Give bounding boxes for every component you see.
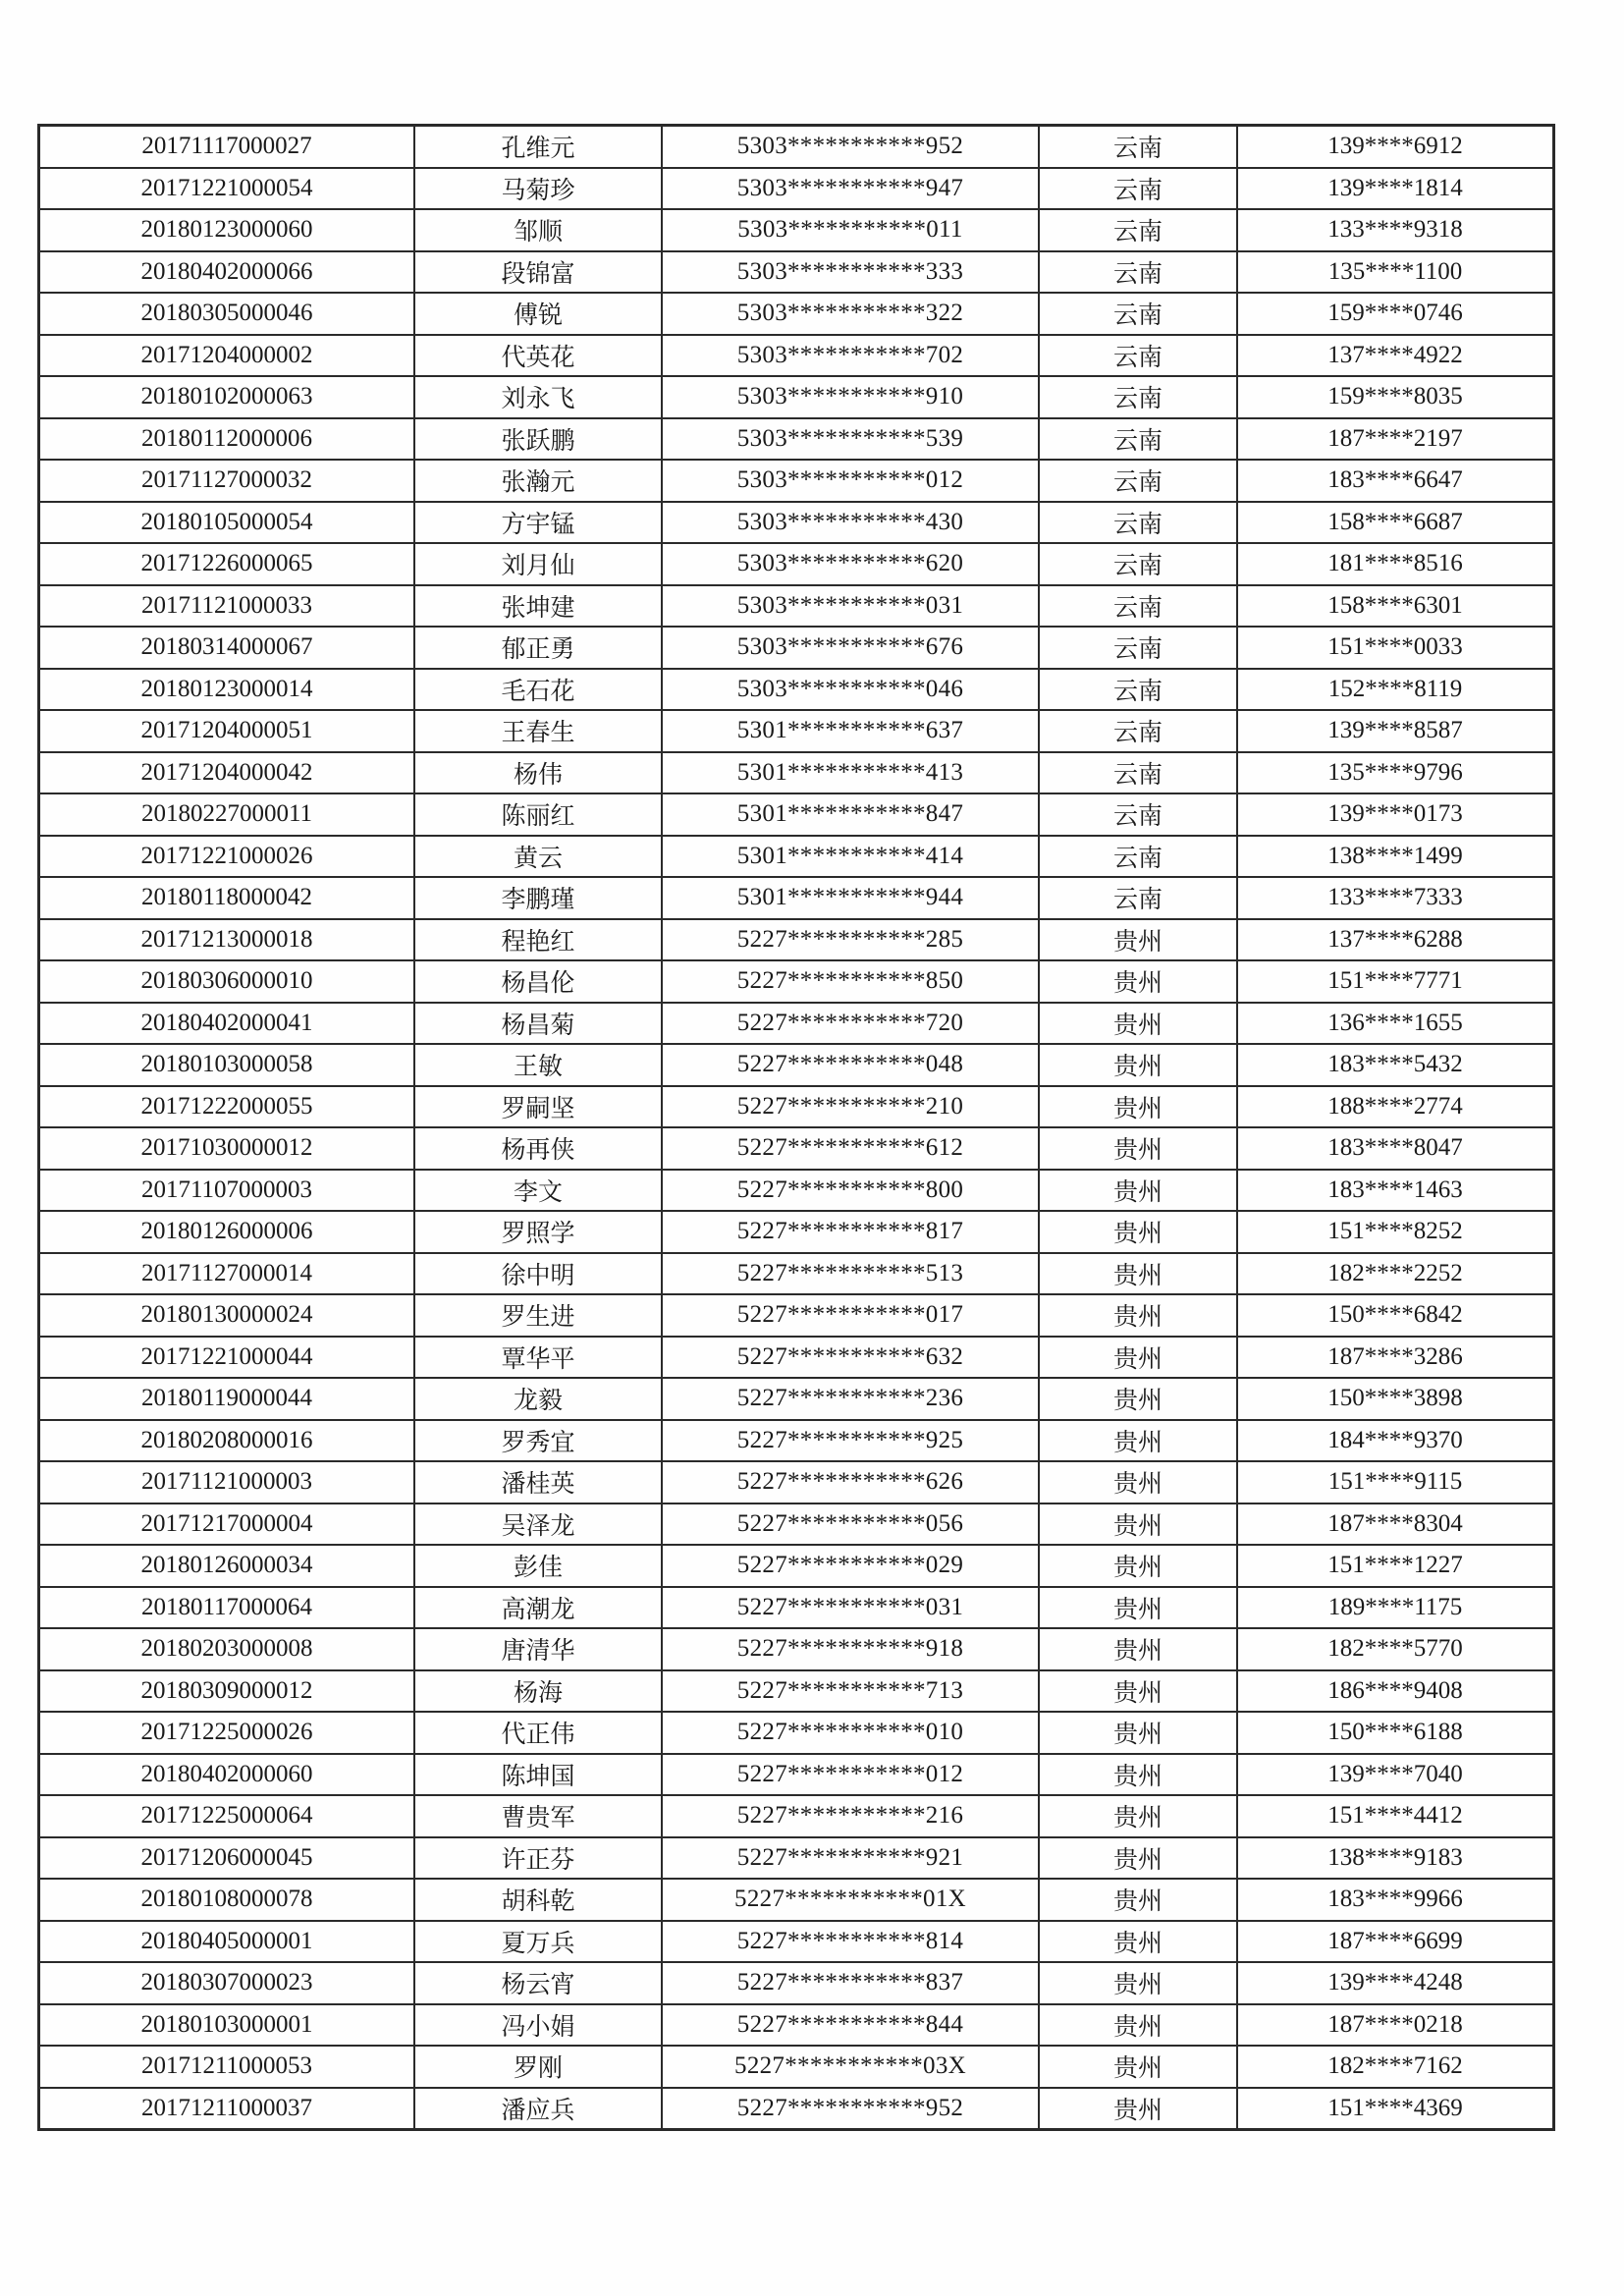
province-cell: 云南 <box>1039 460 1237 502</box>
registration-number-cell: 20180227000011 <box>39 793 415 836</box>
name-cell: 高潮龙 <box>414 1587 662 1629</box>
registration-number-cell: 20171121000003 <box>39 1461 415 1503</box>
name-cell: 覃华平 <box>414 1337 662 1379</box>
registration-number-cell: 20180123000014 <box>39 669 415 711</box>
id-card-cell: 5303***********322 <box>662 293 1039 335</box>
province-cell: 贵州 <box>1039 1628 1237 1670</box>
table-row <box>39 960 1554 1003</box>
registration-number-cell: 20171211000037 <box>39 2088 415 2130</box>
table-row <box>39 836 1554 878</box>
table-row <box>39 919 1554 961</box>
name-cell: 吴泽龙 <box>414 1503 662 1546</box>
id-card-cell: 5227***********017 <box>662 1294 1039 1337</box>
table-row <box>39 1086 1554 1128</box>
id-card-cell: 5227***********01X <box>662 1879 1039 1921</box>
id-card-cell: 5227***********626 <box>662 1461 1039 1503</box>
name-cell: 程艳红 <box>414 919 662 961</box>
table-row <box>39 1754 1554 1796</box>
name-cell: 杨再侠 <box>414 1127 662 1170</box>
province-cell: 云南 <box>1039 293 1237 335</box>
table-row <box>39 543 1554 585</box>
name-cell: 彭佳 <box>414 1545 662 1587</box>
id-card-cell: 5227***********012 <box>662 1754 1039 1796</box>
registration-number-cell: 20171217000004 <box>39 1503 415 1546</box>
table-row <box>39 293 1554 335</box>
name-cell: 李鹏瑾 <box>414 877 662 919</box>
phone-cell: 151****1227 <box>1237 1545 1554 1587</box>
table-row <box>39 1712 1554 1754</box>
id-card-cell: 5227***********921 <box>662 1837 1039 1880</box>
province-cell: 贵州 <box>1039 1587 1237 1629</box>
registration-number-cell: 20171222000055 <box>39 1086 415 1128</box>
province-cell: 贵州 <box>1039 1170 1237 1212</box>
name-cell: 杨昌伦 <box>414 960 662 1003</box>
table-row <box>39 335 1554 377</box>
province-cell: 贵州 <box>1039 2004 1237 2047</box>
phone-cell: 183****1463 <box>1237 1170 1554 1212</box>
registration-number-cell: 20180117000064 <box>39 1587 415 1629</box>
province-cell: 云南 <box>1039 543 1237 585</box>
name-cell: 罗照学 <box>414 1211 662 1253</box>
id-card-cell: 5303***********702 <box>662 335 1039 377</box>
registration-number-cell: 20180105000054 <box>39 502 415 544</box>
name-cell: 张坤建 <box>414 585 662 628</box>
registration-number-cell: 20180307000023 <box>39 1962 415 2004</box>
province-cell: 贵州 <box>1039 1461 1237 1503</box>
registration-number-cell: 20171127000014 <box>39 1253 415 1295</box>
province-cell: 贵州 <box>1039 1879 1237 1921</box>
province-cell: 云南 <box>1039 627 1237 669</box>
name-cell: 潘应兵 <box>414 2088 662 2130</box>
id-card-cell: 5301***********413 <box>662 752 1039 794</box>
phone-cell: 138****9183 <box>1237 1837 1554 1880</box>
registration-number-cell: 20171225000026 <box>39 1712 415 1754</box>
table-row <box>39 1253 1554 1295</box>
province-cell: 贵州 <box>1039 1211 1237 1253</box>
table-row <box>39 1044 1554 1086</box>
phone-cell: 182****2252 <box>1237 1253 1554 1295</box>
table-row <box>39 1587 1554 1629</box>
table-row <box>39 1211 1554 1253</box>
registration-number-cell: 20171121000033 <box>39 585 415 628</box>
name-cell: 郁正勇 <box>414 627 662 669</box>
table-row <box>39 2046 1554 2088</box>
id-card-cell: 5227***********236 <box>662 1378 1039 1420</box>
registration-number-cell: 20180402000060 <box>39 1754 415 1796</box>
id-card-cell: 5227***********048 <box>662 1044 1039 1086</box>
name-cell: 段锦富 <box>414 251 662 294</box>
province-cell: 贵州 <box>1039 1044 1237 1086</box>
phone-cell: 158****6687 <box>1237 502 1554 544</box>
name-cell: 罗嗣坚 <box>414 1086 662 1128</box>
id-card-cell: 5303***********676 <box>662 627 1039 669</box>
name-cell: 毛石花 <box>414 669 662 711</box>
name-cell: 潘桂英 <box>414 1461 662 1503</box>
id-card-cell: 5227***********010 <box>662 1712 1039 1754</box>
province-cell: 贵州 <box>1039 1253 1237 1295</box>
phone-cell: 151****7771 <box>1237 960 1554 1003</box>
id-card-cell: 5227***********632 <box>662 1337 1039 1379</box>
table-row <box>39 627 1554 669</box>
id-card-cell: 5227***********817 <box>662 1211 1039 1253</box>
table-row <box>39 710 1554 752</box>
registration-number-cell: 20171206000045 <box>39 1837 415 1880</box>
table-row <box>39 1378 1554 1420</box>
phone-cell: 139****7040 <box>1237 1754 1554 1796</box>
province-cell: 云南 <box>1039 877 1237 919</box>
registration-number-cell: 20171211000053 <box>39 2046 415 2088</box>
name-cell: 曹贵军 <box>414 1795 662 1837</box>
province-cell: 云南 <box>1039 251 1237 294</box>
table-row <box>39 1003 1554 1045</box>
registration-number-cell: 20180208000016 <box>39 1420 415 1462</box>
phone-cell: 133****9318 <box>1237 209 1554 251</box>
name-cell: 徐中明 <box>414 1253 662 1295</box>
phone-cell: 150****6188 <box>1237 1712 1554 1754</box>
province-cell: 贵州 <box>1039 1795 1237 1837</box>
registration-number-cell: 20180309000012 <box>39 1670 415 1713</box>
id-card-cell: 5303***********333 <box>662 251 1039 294</box>
phone-cell: 188****2774 <box>1237 1086 1554 1128</box>
registration-number-cell: 20180314000067 <box>39 627 415 669</box>
registration-number-cell: 20180305000046 <box>39 293 415 335</box>
province-cell: 云南 <box>1039 836 1237 878</box>
registration-number-cell: 20180130000024 <box>39 1294 415 1337</box>
table-row <box>39 1795 1554 1837</box>
phone-cell: 137****4922 <box>1237 335 1554 377</box>
phone-cell: 183****6647 <box>1237 460 1554 502</box>
province-cell: 贵州 <box>1039 1712 1237 1754</box>
name-cell: 张瀚元 <box>414 460 662 502</box>
name-cell: 许正芬 <box>414 1837 662 1880</box>
id-card-cell: 5303***********046 <box>662 669 1039 711</box>
registration-number-cell: 20171204000042 <box>39 752 415 794</box>
phone-cell: 187****2197 <box>1237 418 1554 461</box>
phone-cell: 139****6912 <box>1237 126 1554 168</box>
table-row <box>39 1294 1554 1337</box>
id-card-cell: 5303***********947 <box>662 168 1039 210</box>
registration-number-cell: 20180402000066 <box>39 251 415 294</box>
province-cell: 云南 <box>1039 669 1237 711</box>
id-card-cell: 5227***********720 <box>662 1003 1039 1045</box>
table-row <box>39 1127 1554 1170</box>
phone-cell: 184****9370 <box>1237 1420 1554 1462</box>
id-card-cell: 5227***********850 <box>662 960 1039 1003</box>
phone-cell: 139****1814 <box>1237 168 1554 210</box>
phone-cell: 151****0033 <box>1237 627 1554 669</box>
table-row <box>39 460 1554 502</box>
province-cell: 贵州 <box>1039 1420 1237 1462</box>
phone-cell: 136****1655 <box>1237 1003 1554 1045</box>
table-row <box>39 1420 1554 1462</box>
phone-cell: 186****9408 <box>1237 1670 1554 1713</box>
id-card-cell: 5227***********03X <box>662 2046 1039 2088</box>
id-card-cell: 5303***********952 <box>662 126 1039 168</box>
province-cell: 贵州 <box>1039 960 1237 1003</box>
name-cell: 杨海 <box>414 1670 662 1713</box>
province-cell: 贵州 <box>1039 2046 1237 2088</box>
id-card-cell: 5227***********837 <box>662 1962 1039 2004</box>
name-cell: 胡科乾 <box>414 1879 662 1921</box>
phone-cell: 183****5432 <box>1237 1044 1554 1086</box>
phone-cell: 182****7162 <box>1237 2046 1554 2088</box>
province-cell: 云南 <box>1039 418 1237 461</box>
province-cell: 贵州 <box>1039 1337 1237 1379</box>
name-cell: 罗刚 <box>414 2046 662 2088</box>
table-row <box>39 1962 1554 2004</box>
name-cell: 罗生进 <box>414 1294 662 1337</box>
name-cell: 夏万兵 <box>414 1921 662 1963</box>
name-cell: 张跃鹏 <box>414 418 662 461</box>
province-cell: 贵州 <box>1039 1670 1237 1713</box>
registration-number-cell: 20180119000044 <box>39 1378 415 1420</box>
id-card-cell: 5227***********210 <box>662 1086 1039 1128</box>
id-card-cell: 5301***********944 <box>662 877 1039 919</box>
table-row <box>39 168 1554 210</box>
id-card-cell: 5227***********612 <box>662 1127 1039 1170</box>
registration-number-cell: 20180203000008 <box>39 1628 415 1670</box>
name-cell: 杨昌菊 <box>414 1003 662 1045</box>
id-card-cell: 5227***********713 <box>662 1670 1039 1713</box>
name-cell: 陈坤国 <box>414 1754 662 1796</box>
phone-cell: 183****9966 <box>1237 1879 1554 1921</box>
phone-cell: 189****1175 <box>1237 1587 1554 1629</box>
phone-cell: 183****8047 <box>1237 1127 1554 1170</box>
phone-cell: 135****1100 <box>1237 251 1554 294</box>
id-card-cell: 5303***********620 <box>662 543 1039 585</box>
id-card-cell: 5227***********513 <box>662 1253 1039 1295</box>
registration-number-cell: 20180126000034 <box>39 1545 415 1587</box>
name-cell: 罗秀宜 <box>414 1420 662 1462</box>
id-card-cell: 5227***********029 <box>662 1545 1039 1587</box>
province-cell: 云南 <box>1039 335 1237 377</box>
phone-cell: 137****6288 <box>1237 919 1554 961</box>
name-cell: 黄云 <box>414 836 662 878</box>
id-card-cell: 5303***********910 <box>662 376 1039 418</box>
phone-cell: 152****8119 <box>1237 669 1554 711</box>
table-row <box>39 418 1554 461</box>
table-row <box>39 752 1554 794</box>
name-cell: 傅锐 <box>414 293 662 335</box>
province-cell: 贵州 <box>1039 1086 1237 1128</box>
phone-cell: 159****0746 <box>1237 293 1554 335</box>
table-row <box>39 1628 1554 1670</box>
province-cell: 贵州 <box>1039 2088 1237 2130</box>
province-cell: 贵州 <box>1039 1294 1237 1337</box>
roster-table <box>37 124 1555 2131</box>
name-cell: 冯小娟 <box>414 2004 662 2047</box>
table-row <box>39 1461 1554 1503</box>
phone-cell: 133****7333 <box>1237 877 1554 919</box>
name-cell: 杨伟 <box>414 752 662 794</box>
province-cell: 云南 <box>1039 710 1237 752</box>
registration-number-cell: 20180306000010 <box>39 960 415 1003</box>
registration-number-cell: 20171226000065 <box>39 543 415 585</box>
table-row <box>39 669 1554 711</box>
id-card-cell: 5301***********414 <box>662 836 1039 878</box>
province-cell: 云南 <box>1039 126 1237 168</box>
name-cell: 刘永飞 <box>414 376 662 418</box>
registration-number-cell: 20180103000058 <box>39 1044 415 1086</box>
table-row <box>39 1670 1554 1713</box>
name-cell: 代英花 <box>414 335 662 377</box>
id-card-cell: 5303***********031 <box>662 585 1039 628</box>
province-cell: 云南 <box>1039 209 1237 251</box>
table-row <box>39 251 1554 294</box>
phone-cell: 187****6699 <box>1237 1921 1554 1963</box>
registration-number-cell: 20171030000012 <box>39 1127 415 1170</box>
roster-table-body <box>39 126 1554 2130</box>
registration-number-cell: 20180118000042 <box>39 877 415 919</box>
table-row <box>39 2088 1554 2130</box>
name-cell: 唐清华 <box>414 1628 662 1670</box>
id-card-cell: 5301***********637 <box>662 710 1039 752</box>
phone-cell: 139****4248 <box>1237 1962 1554 2004</box>
table-row <box>39 793 1554 836</box>
registration-number-cell: 20180405000001 <box>39 1921 415 1963</box>
id-card-cell: 5227***********216 <box>662 1795 1039 1837</box>
province-cell: 贵州 <box>1039 1837 1237 1880</box>
id-card-cell: 5303***********011 <box>662 209 1039 251</box>
name-cell: 邹顺 <box>414 209 662 251</box>
id-card-cell: 5227***********925 <box>662 1420 1039 1462</box>
table-row <box>39 2004 1554 2047</box>
registration-number-cell: 20180103000001 <box>39 2004 415 2047</box>
province-cell: 贵州 <box>1039 1545 1237 1587</box>
id-card-cell: 5227***********814 <box>662 1921 1039 1963</box>
name-cell: 方宇锰 <box>414 502 662 544</box>
table-row <box>39 126 1554 168</box>
province-cell: 贵州 <box>1039 1003 1237 1045</box>
name-cell: 李文 <box>414 1170 662 1212</box>
phone-cell: 158****6301 <box>1237 585 1554 628</box>
province-cell: 贵州 <box>1039 1962 1237 2004</box>
name-cell: 代正伟 <box>414 1712 662 1754</box>
registration-number-cell: 20171127000032 <box>39 460 415 502</box>
registration-number-cell: 20171117000027 <box>39 126 415 168</box>
province-cell: 贵州 <box>1039 1503 1237 1546</box>
name-cell: 王春生 <box>414 710 662 752</box>
registration-number-cell: 20180102000063 <box>39 376 415 418</box>
table-row <box>39 209 1554 251</box>
registration-number-cell: 20171213000018 <box>39 919 415 961</box>
registration-number-cell: 20171221000054 <box>39 168 415 210</box>
registration-number-cell: 20171221000044 <box>39 1337 415 1379</box>
table-row <box>39 1837 1554 1880</box>
name-cell: 马菊珍 <box>414 168 662 210</box>
table-row <box>39 1921 1554 1963</box>
id-card-cell: 5227***********285 <box>662 919 1039 961</box>
phone-cell: 138****1499 <box>1237 836 1554 878</box>
id-card-cell: 5301***********847 <box>662 793 1039 836</box>
table-row <box>39 1170 1554 1212</box>
name-cell: 王敏 <box>414 1044 662 1086</box>
phone-cell: 151****9115 <box>1237 1461 1554 1503</box>
table-row <box>39 376 1554 418</box>
province-cell: 贵州 <box>1039 1127 1237 1170</box>
phone-cell: 151****8252 <box>1237 1211 1554 1253</box>
name-cell: 杨云宵 <box>414 1962 662 2004</box>
province-cell: 贵州 <box>1039 1921 1237 1963</box>
province-cell: 贵州 <box>1039 1378 1237 1420</box>
id-card-cell: 5303***********539 <box>662 418 1039 461</box>
table-row <box>39 877 1554 919</box>
phone-cell: 159****8035 <box>1237 376 1554 418</box>
phone-cell: 182****5770 <box>1237 1628 1554 1670</box>
table-row <box>39 502 1554 544</box>
registration-number-cell: 20171107000003 <box>39 1170 415 1212</box>
registration-number-cell: 20171221000026 <box>39 836 415 878</box>
registration-number-cell: 20180123000060 <box>39 209 415 251</box>
phone-cell: 150****3898 <box>1237 1378 1554 1420</box>
registration-number-cell: 20180108000078 <box>39 1879 415 1921</box>
phone-cell: 150****6842 <box>1237 1294 1554 1337</box>
phone-cell: 187****8304 <box>1237 1503 1554 1546</box>
registration-number-cell: 20180402000041 <box>39 1003 415 1045</box>
id-card-cell: 5227***********031 <box>662 1587 1039 1629</box>
phone-cell: 135****9796 <box>1237 752 1554 794</box>
registration-number-cell: 20171204000051 <box>39 710 415 752</box>
phone-cell: 151****4369 <box>1237 2088 1554 2130</box>
province-cell: 云南 <box>1039 376 1237 418</box>
name-cell: 陈丽红 <box>414 793 662 836</box>
phone-cell: 181****8516 <box>1237 543 1554 585</box>
province-cell: 云南 <box>1039 168 1237 210</box>
registration-number-cell: 20171204000002 <box>39 335 415 377</box>
province-cell: 贵州 <box>1039 919 1237 961</box>
name-cell: 刘月仙 <box>414 543 662 585</box>
registration-number-cell: 20180112000006 <box>39 418 415 461</box>
phone-cell: 187****3286 <box>1237 1337 1554 1379</box>
id-card-cell: 5227***********844 <box>662 2004 1039 2047</box>
id-card-cell: 5303***********012 <box>662 460 1039 502</box>
id-card-cell: 5227***********056 <box>662 1503 1039 1546</box>
province-cell: 贵州 <box>1039 1754 1237 1796</box>
table-row <box>39 1879 1554 1921</box>
table-row <box>39 585 1554 628</box>
phone-cell: 139****8587 <box>1237 710 1554 752</box>
province-cell: 云南 <box>1039 793 1237 836</box>
province-cell: 云南 <box>1039 752 1237 794</box>
name-cell: 孔维元 <box>414 126 662 168</box>
id-card-cell: 5227***********800 <box>662 1170 1039 1212</box>
phone-cell: 187****0218 <box>1237 2004 1554 2047</box>
table-row <box>39 1545 1554 1587</box>
id-card-cell: 5227***********952 <box>662 2088 1039 2130</box>
id-card-cell: 5227***********918 <box>662 1628 1039 1670</box>
table-row <box>39 1337 1554 1379</box>
registration-number-cell: 20180126000006 <box>39 1211 415 1253</box>
id-card-cell: 5303***********430 <box>662 502 1039 544</box>
province-cell: 云南 <box>1039 502 1237 544</box>
name-cell: 龙毅 <box>414 1378 662 1420</box>
phone-cell: 151****4412 <box>1237 1795 1554 1837</box>
table-row <box>39 1503 1554 1546</box>
province-cell: 云南 <box>1039 585 1237 628</box>
registration-number-cell: 20171225000064 <box>39 1795 415 1837</box>
phone-cell: 139****0173 <box>1237 793 1554 836</box>
